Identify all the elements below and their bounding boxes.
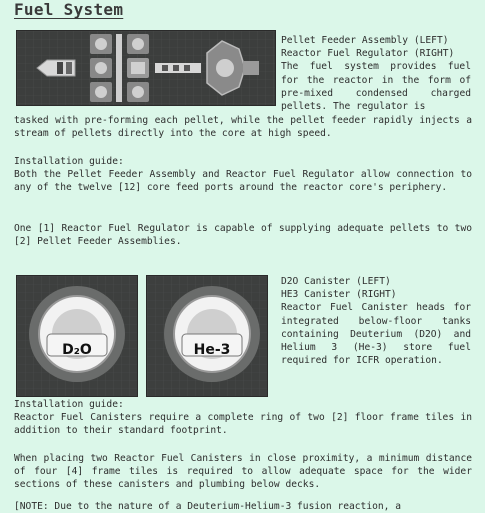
he3-canister-label: He-3 [193,342,231,358]
canister-spacing-text: When placing two Reactor Fuel Canisters in close proximity, a minimum distance of four [4] frame tiles is required to allow adequate space for the wider sections of these canisters and plumbing below decks. [14,453,472,491]
canister-caption-left: D2O Canister (LEFT) [281,276,391,287]
d2o-canister-image [16,275,138,397]
installation-body-2: Reactor Fuel Canisters require a complete ring of two [2] floor frame tiles in addition to their standard footprint. [14,412,472,437]
feeder-caption-right: Reactor Fuel Regulator (RIGHT) [281,48,455,60]
canister-description [281,275,471,367]
canister-caption-right: HE3 Canister (RIGHT) [281,289,397,301]
installation-heading-2: Installation guide: [14,399,124,410]
fuel-description-continued: tasked with pre-forming each pellet, while the pellet feeder rapidly injects a stream of pellets directly into the core at high speed. [14,115,472,140]
canister-description-body: Reactor Fuel Canister heads for integrated below-floor tanks containing Deuterium (D2O) and Helium 3 (He-3) store fuel required for ICFR operation. [281,302,471,367]
d2o-canister-label: D₂O [62,342,92,358]
pellet-feeder-regulator-image [16,30,276,106]
feeder-description [281,34,471,113]
he3-canister-image [146,275,268,397]
regulator-capacity-text: One [1] Reactor Fuel Regulator is capable of supplying adequate pellets to two [2] Pellet Feeder Assemblies. [14,223,472,248]
installation-heading-1: Installation guide: [14,156,124,167]
note-text: [NOTE: Due to the nature of a Deuterium-Helium-3 fusion reaction, a [14,501,401,512]
installation-body-1: Both the Pellet Feeder Assembly and Reactor Fuel Regulator allow connection to any of the twelve [12] core feed ports around the reactor core's periphery. [14,169,472,194]
page-title: Fuel System [14,0,124,19]
feeder-caption-left: Pellet Feeder Assembly (LEFT) [281,35,449,46]
feeder-description-body: The fuel system provides fuel for the reactor in the form of pre-mixed condensed charged pellets. The regulator is [281,61,471,113]
